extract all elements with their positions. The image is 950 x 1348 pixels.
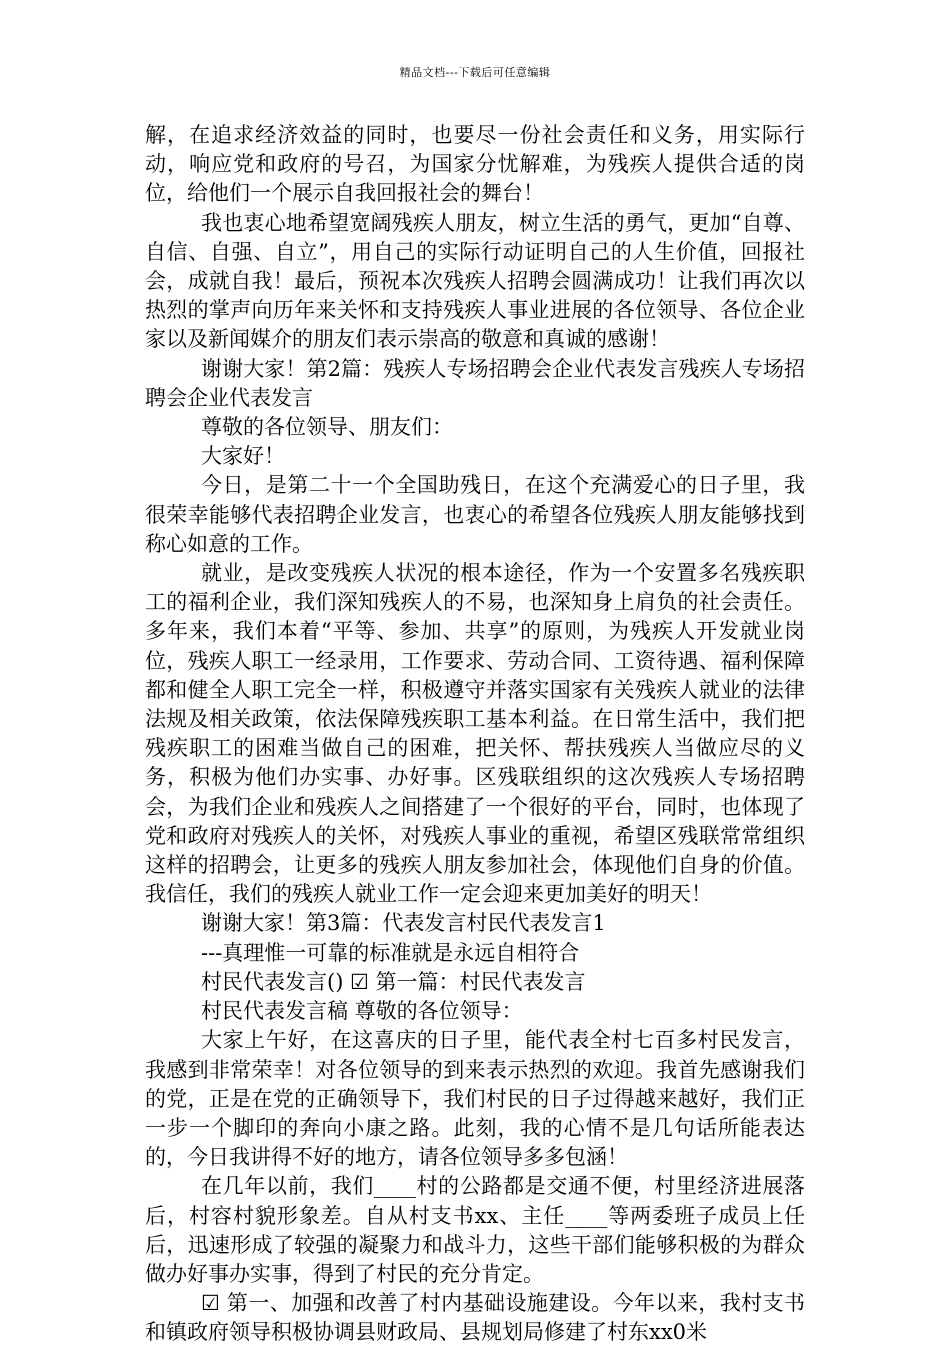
paragraph-4: 尊敬的各位领导、朋友们： (201, 415, 453, 440)
paragraph-14: ☑ 第一、加强和改善了村内基础设施建设。今年以来，我村支书和镇政府领导积极协调县财政局、县规划局修建了村东xx0米 (145, 1291, 805, 1345)
paragraph-13: 在几年以前，我们____村的公路都是交通不便，村里经济进展落后，村容村貌形象差。自从村支书xx、主任____等两委班子成员上任后，迅速形成了较强的凝聚力和战斗力，这些干部们能够积极的为群众做办好事办实事，得到了村民的充分肯定。 (145, 1174, 805, 1286)
page-header: 精品文档---下载后可任意编辑 (399, 66, 551, 79)
paragraph-3: 谢谢大家！第2篇：残疾人专场招聘会企业代表发言残疾人专场招聘会企业代表发言 (145, 356, 805, 410)
paragraph-10: 村民代表发言() ☑ 第一篇：村民代表发言 (201, 969, 586, 994)
paragraph-8: 谢谢大家！第3篇：代表发言村民代表发言1 (201, 911, 606, 936)
paragraph-6: 今日，是第二十一个全国助残日，在这个充满爱心的日子里，我很荣幸能够代表招聘企业发言，也衷心的希望各位残疾人朋友能够找到称心如意的工作。 (145, 473, 805, 556)
paragraph-7: 就业，是改变残疾人状况的根本途径，作为一个安置多名残疾职工的福利企业，我们深知残疾人的不易，也深知身上肩负的社会责任。多年来，我们本着“平等、参加、共享”的原则，为残疾人开发就业岗位，残疾人职工一经录用，工作要求、劳动合同、工资待遇、福利保障都和健全人职工完全一样，积极遵守并落实国家有关残疾人就业的法律法规及相关政策，依法保障残疾职工基本利益。在日常生活中，我们把残疾职工的困难当做自己的困难，把关怀、帮扶残疾人当做应尽的义务，积极为他们办实事、办好事。区残联组织的这次残疾人专场招聘会，为我们企业和残疾人之间搭建了一个很好的平台，同时，也体现了党和政府对残疾人的关怀，对残疾人事业的重视，希望区残联常常组织这样的招聘会，让更多的残疾人朋友参加社会，体现他们自身的价值。我信任，我们的残疾人就业工作一定会迎来更加美好的明天！ (145, 561, 805, 907)
paragraph-5: 大家好！ (201, 444, 285, 469)
document-body (145, 121, 805, 1348)
paragraph-9: ---真理惟一可靠的标准就是永远自相符合 (201, 940, 580, 965)
paragraph-2: 我也衷心地希望宽阔残疾人朋友，树立生活的勇气，更加“自尊、自信、自强、自立”，用自己的实际行动证明自己的人生价值，回报社会，成就自我！最后，预祝本次残疾人招聘会圆满成功！让我们再次以热烈的掌声向历年来关怀和支持残疾人事业进展的各位领导、各位企业家以及新闻媒介的朋友们表示崇高的敬意和真诚的感谢！ (145, 210, 805, 352)
paragraph-12: 大家上午好，在这喜庆的日子里，能代表全村七百多村民发言，我感到非常荣幸！对各位领导的到来表示热烈的欢迎。我首先感谢我们的党，正是在党的正确领导下，我们村民的日子过得越来越好，我们正一步一个脚印的奔向小康之路。此刻，我的心情不是几句话所能表达的，今日我讲得不好的地方，请各位领导多多包涵！ (145, 1028, 805, 1170)
paragraph-1: 解，在追求经济效益的同时，也要尽一份社会责任和义务，用实际行动，响应党和政府的号召，为国家分忧解难，为残疾人提供合适的岗位，给他们一个展示自我回报社会的舞台！ (145, 123, 805, 206)
paragraph-11: 村民代表发言稿 尊敬的各位领导： (201, 999, 523, 1024)
